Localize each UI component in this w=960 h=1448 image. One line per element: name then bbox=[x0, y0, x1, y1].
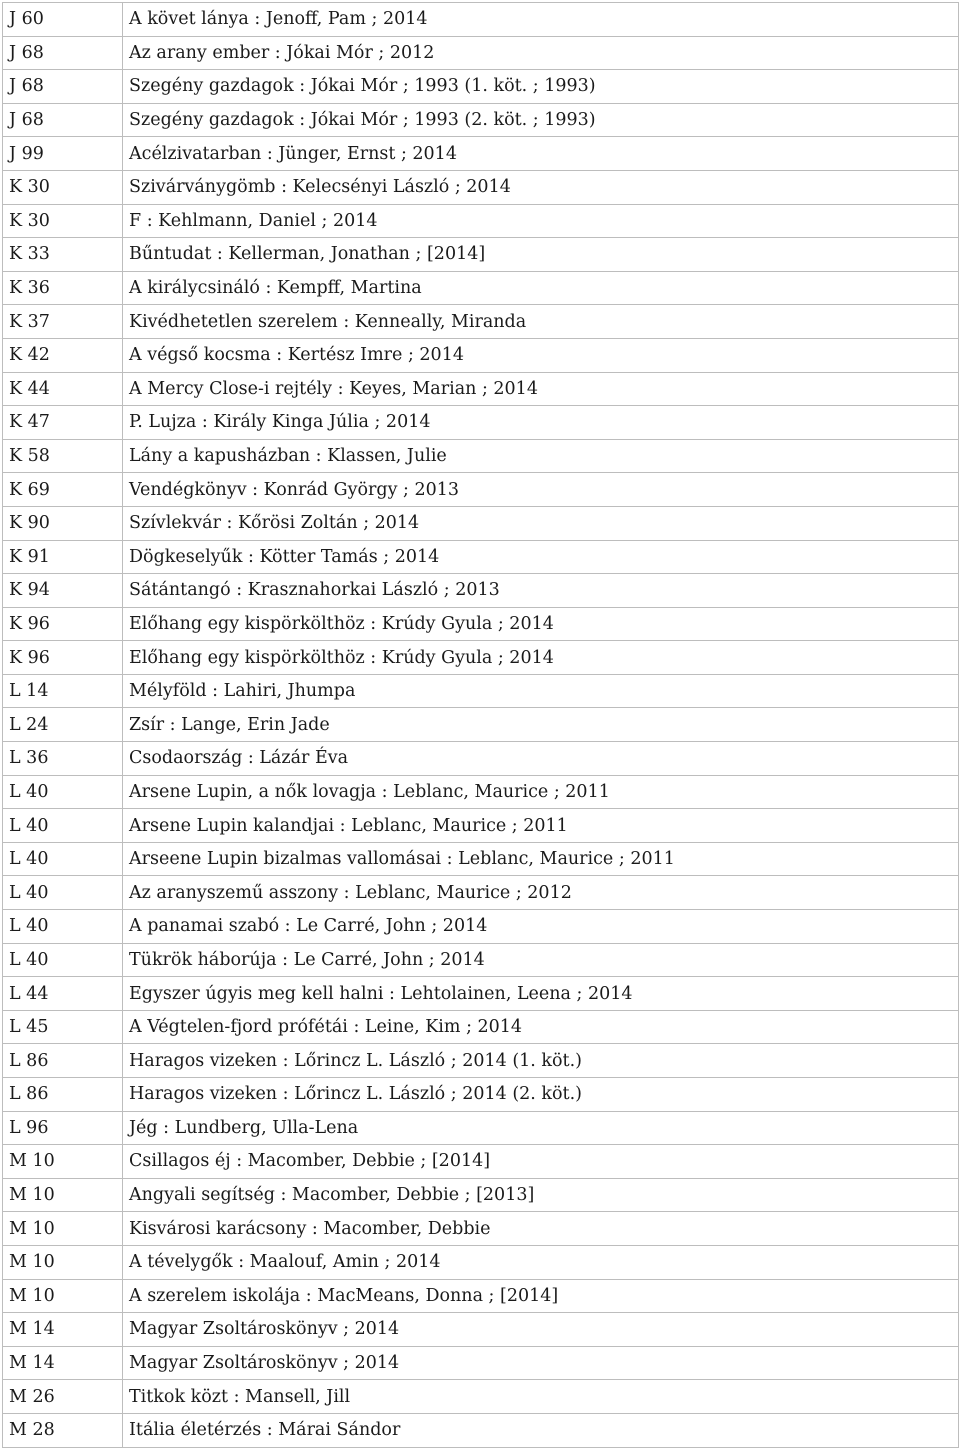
table-row bbox=[3, 1313, 959, 1347]
book-entry-cell: Magyar Zsoltároskönyv ; 2014 bbox=[123, 1346, 959, 1380]
shelf-code-cell: K 94 bbox=[3, 574, 123, 608]
shelf-code-cell: K 91 bbox=[3, 540, 123, 574]
table-row bbox=[3, 36, 959, 70]
book-entry-cell: Előhang egy kispörkölthöz : Krúdy Gyula ; 2014 bbox=[123, 607, 959, 641]
shelf-code-cell: J 60 bbox=[3, 3, 123, 37]
table-row bbox=[3, 1145, 959, 1179]
shelf-code-cell: L 40 bbox=[3, 910, 123, 944]
book-entry-cell: Csillagos éj : Macomber, Debbie ; [2014] bbox=[123, 1145, 959, 1179]
table-row bbox=[3, 1380, 959, 1414]
shelf-code-cell: L 86 bbox=[3, 1078, 123, 1112]
table-row bbox=[3, 1413, 959, 1447]
book-entry-cell: Sátántangó : Krasznahorkai László ; 2013 bbox=[123, 574, 959, 608]
table-row bbox=[3, 271, 959, 305]
table-row bbox=[3, 876, 959, 910]
book-entry-cell: A királycsináló : Kempff, Martina bbox=[123, 271, 959, 305]
shelf-code-cell: K 36 bbox=[3, 271, 123, 305]
table-row bbox=[3, 406, 959, 440]
table-row bbox=[3, 540, 959, 574]
book-entry-cell: P. Lujza : Király Kinga Júlia ; 2014 bbox=[123, 406, 959, 440]
book-entry-cell: Szívlekvár : Kőrösi Zoltán ; 2014 bbox=[123, 506, 959, 540]
shelf-code-cell: K 58 bbox=[3, 439, 123, 473]
table-row bbox=[3, 439, 959, 473]
table-row bbox=[3, 1044, 959, 1078]
book-entry-cell: Titkok közt : Mansell, Jill bbox=[123, 1380, 959, 1414]
shelf-code-cell: M 14 bbox=[3, 1313, 123, 1347]
table-row bbox=[3, 607, 959, 641]
shelf-code-cell: K 44 bbox=[3, 372, 123, 406]
book-list-body bbox=[3, 3, 959, 1448]
table-row bbox=[3, 977, 959, 1011]
shelf-code-cell: L 40 bbox=[3, 876, 123, 910]
table-row bbox=[3, 809, 959, 843]
book-entry-cell: A követ lánya : Jenoff, Pam ; 2014 bbox=[123, 3, 959, 37]
table-row bbox=[3, 3, 959, 37]
table-row bbox=[3, 742, 959, 776]
book-entry-cell: Tükrök háborúja : Le Carré, John ; 2014 bbox=[123, 943, 959, 977]
table-row bbox=[3, 137, 959, 171]
shelf-code-cell: M 26 bbox=[3, 1380, 123, 1414]
shelf-code-cell: L 44 bbox=[3, 977, 123, 1011]
table-row bbox=[3, 708, 959, 742]
table-row bbox=[3, 1212, 959, 1246]
book-entry-cell: A végső kocsma : Kertész Imre ; 2014 bbox=[123, 338, 959, 372]
book-entry-cell: Dögkeselyűk : Kötter Tamás ; 2014 bbox=[123, 540, 959, 574]
book-entry-cell: F : Kehlmann, Daniel ; 2014 bbox=[123, 204, 959, 238]
table-row bbox=[3, 910, 959, 944]
shelf-code-cell: K 30 bbox=[3, 170, 123, 204]
table-row bbox=[3, 842, 959, 876]
book-entry-cell: Zsír : Lange, Erin Jade bbox=[123, 708, 959, 742]
table-row bbox=[3, 1010, 959, 1044]
table-row bbox=[3, 103, 959, 137]
table-row bbox=[3, 674, 959, 708]
shelf-code-cell: M 28 bbox=[3, 1413, 123, 1447]
shelf-code-cell: K 33 bbox=[3, 238, 123, 272]
shelf-code-cell: L 40 bbox=[3, 809, 123, 843]
book-entry-cell: Szivárványgömb : Kelecsényi László ; 2014 bbox=[123, 170, 959, 204]
shelf-code-cell: L 86 bbox=[3, 1044, 123, 1078]
shelf-code-cell: K 90 bbox=[3, 506, 123, 540]
book-entry-cell: A szerelem iskolája : MacMeans, Donna ; [2014] bbox=[123, 1279, 959, 1313]
book-list-table bbox=[2, 2, 959, 1448]
shelf-code-cell: L 45 bbox=[3, 1010, 123, 1044]
book-entry-cell: Vendégkönyv : Konrád György ; 2013 bbox=[123, 473, 959, 507]
table-row bbox=[3, 943, 959, 977]
book-entry-cell: Arsene Lupin, a nők lovagja : Leblanc, Maurice ; 2011 bbox=[123, 775, 959, 809]
shelf-code-cell: J 99 bbox=[3, 137, 123, 171]
table-row bbox=[3, 1178, 959, 1212]
book-entry-cell: Magyar Zsoltároskönyv ; 2014 bbox=[123, 1313, 959, 1347]
book-entry-cell: A Végtelen-fjord prófétái : Leine, Kim ; 2014 bbox=[123, 1010, 959, 1044]
book-entry-cell: Arseene Lupin bizalmas vallomásai : Leblanc, Maurice ; 2011 bbox=[123, 842, 959, 876]
book-entry-cell: Csodaország : Lázár Éva bbox=[123, 742, 959, 776]
shelf-code-cell: M 10 bbox=[3, 1178, 123, 1212]
shelf-code-cell: L 40 bbox=[3, 775, 123, 809]
book-entry-cell: Előhang egy kispörkölthöz : Krúdy Gyula ; 2014 bbox=[123, 641, 959, 675]
table-row bbox=[3, 641, 959, 675]
book-entry-cell: A tévelygők : Maalouf, Amin ; 2014 bbox=[123, 1245, 959, 1279]
shelf-code-cell: L 40 bbox=[3, 842, 123, 876]
shelf-code-cell: M 10 bbox=[3, 1145, 123, 1179]
shelf-code-cell: L 40 bbox=[3, 943, 123, 977]
shelf-code-cell: J 68 bbox=[3, 103, 123, 137]
shelf-code-cell: J 68 bbox=[3, 70, 123, 104]
shelf-code-cell: M 10 bbox=[3, 1279, 123, 1313]
book-entry-cell: Haragos vizeken : Lőrincz L. László ; 2014 (1. köt.) bbox=[123, 1044, 959, 1078]
shelf-code-cell: K 47 bbox=[3, 406, 123, 440]
shelf-code-cell: L 14 bbox=[3, 674, 123, 708]
table-row bbox=[3, 338, 959, 372]
shelf-code-cell: L 36 bbox=[3, 742, 123, 776]
book-entry-cell: Acélzivatarban : Jünger, Ernst ; 2014 bbox=[123, 137, 959, 171]
shelf-code-cell: K 37 bbox=[3, 305, 123, 339]
table-row bbox=[3, 70, 959, 104]
book-entry-cell: Lány a kapusházban : Klassen, Julie bbox=[123, 439, 959, 473]
book-entry-cell: Jég : Lundberg, Ulla-Lena bbox=[123, 1111, 959, 1145]
book-entry-cell: Kivédhetetlen szerelem : Kenneally, Miranda bbox=[123, 305, 959, 339]
shelf-code-cell: L 24 bbox=[3, 708, 123, 742]
shelf-code-cell: K 96 bbox=[3, 607, 123, 641]
shelf-code-cell: L 96 bbox=[3, 1111, 123, 1145]
shelf-code-cell: M 10 bbox=[3, 1245, 123, 1279]
table-row bbox=[3, 204, 959, 238]
table-row bbox=[3, 1346, 959, 1380]
shelf-code-cell: J 68 bbox=[3, 36, 123, 70]
table-row bbox=[3, 170, 959, 204]
book-entry-cell: Szegény gazdagok : Jókai Mór ; 1993 (1. köt. ; 1993) bbox=[123, 70, 959, 104]
table-row bbox=[3, 372, 959, 406]
table-row bbox=[3, 1078, 959, 1112]
book-entry-cell: Itália életérzés : Márai Sándor bbox=[123, 1413, 959, 1447]
table-row bbox=[3, 238, 959, 272]
book-entry-cell: Kisvárosi karácsony : Macomber, Debbie bbox=[123, 1212, 959, 1246]
shelf-code-cell: M 14 bbox=[3, 1346, 123, 1380]
table-row bbox=[3, 775, 959, 809]
book-entry-cell: Haragos vizeken : Lőrincz L. László ; 2014 (2. köt.) bbox=[123, 1078, 959, 1112]
shelf-code-cell: K 42 bbox=[3, 338, 123, 372]
book-entry-cell: Az aranyszemű asszony : Leblanc, Maurice ; 2012 bbox=[123, 876, 959, 910]
table-row bbox=[3, 1111, 959, 1145]
book-entry-cell: Egyszer úgyis meg kell halni : Lehtolainen, Leena ; 2014 bbox=[123, 977, 959, 1011]
shelf-code-cell: K 69 bbox=[3, 473, 123, 507]
book-entry-cell: Angyali segítség : Macomber, Debbie ; [2013] bbox=[123, 1178, 959, 1212]
table-row bbox=[3, 506, 959, 540]
table-row bbox=[3, 574, 959, 608]
book-entry-cell: Bűntudat : Kellerman, Jonathan ; [2014] bbox=[123, 238, 959, 272]
table-row bbox=[3, 473, 959, 507]
shelf-code-cell: K 96 bbox=[3, 641, 123, 675]
shelf-code-cell: M 10 bbox=[3, 1212, 123, 1246]
book-entry-cell: Szegény gazdagok : Jókai Mór ; 1993 (2. köt. ; 1993) bbox=[123, 103, 959, 137]
table-row bbox=[3, 305, 959, 339]
book-entry-cell: Arsene Lupin kalandjai : Leblanc, Maurice ; 2011 bbox=[123, 809, 959, 843]
shelf-code-cell: K 30 bbox=[3, 204, 123, 238]
book-entry-cell: A panamai szabó : Le Carré, John ; 2014 bbox=[123, 910, 959, 944]
book-entry-cell: A Mercy Close-i rejtély : Keyes, Marian ; 2014 bbox=[123, 372, 959, 406]
book-entry-cell: Az arany ember : Jókai Mór ; 2012 bbox=[123, 36, 959, 70]
table-row bbox=[3, 1279, 959, 1313]
table-row bbox=[3, 1245, 959, 1279]
book-entry-cell: Mélyföld : Lahiri, Jhumpa bbox=[123, 674, 959, 708]
